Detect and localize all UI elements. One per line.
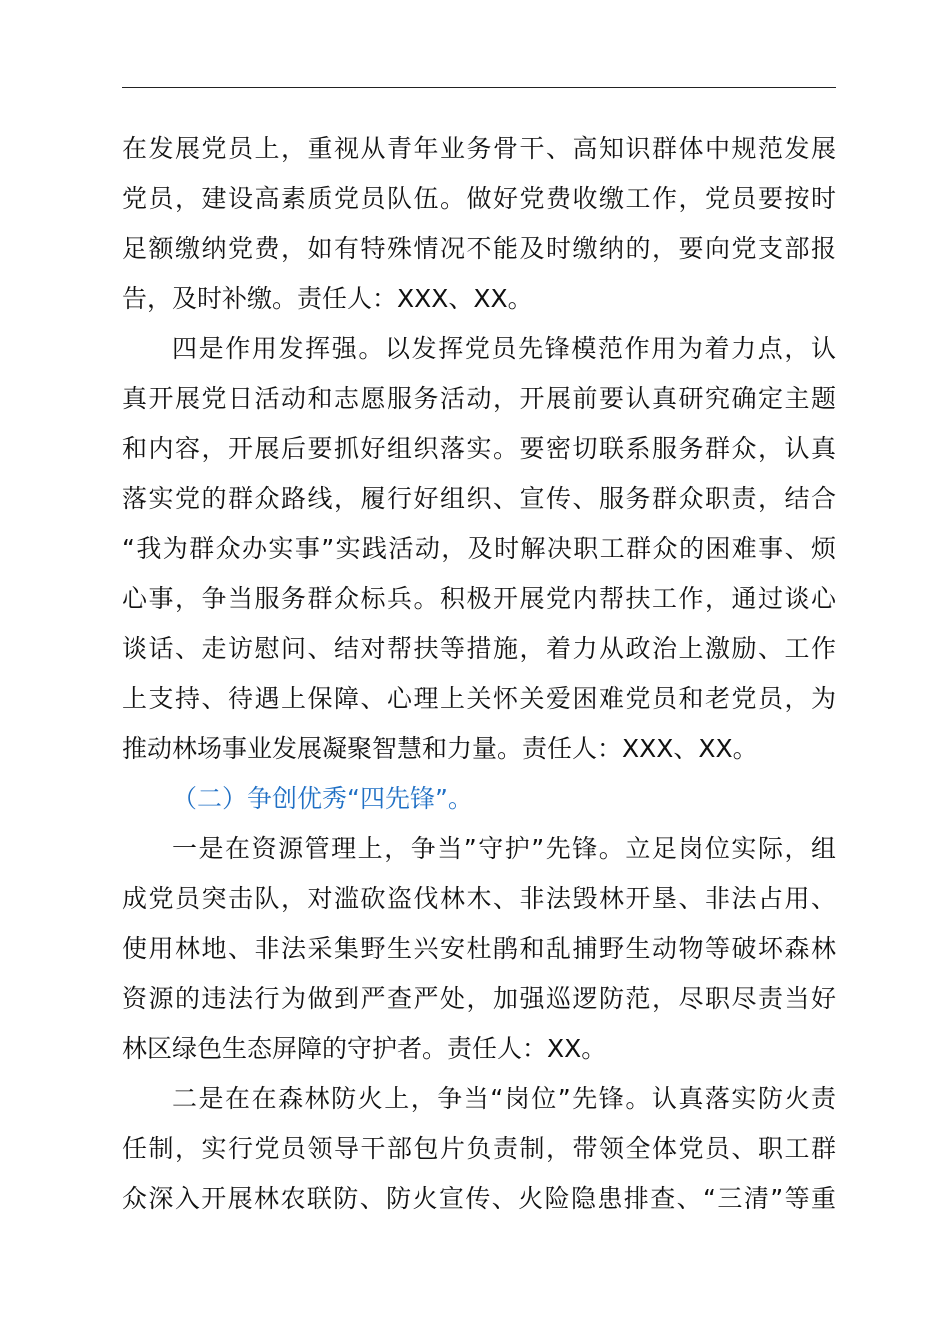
header-rule: [122, 87, 836, 88]
text-line: 党员，建设高素质党员队伍。做好党费收缴工作，党员要按时: [122, 184, 836, 213]
text-line: 落实党的群众路线，履行好组织、宣传、服务群众职责，结合: [122, 484, 836, 513]
text-line: “我为群众办实事”实践活动，及时解决职工群众的困难事、烦: [122, 534, 836, 563]
paragraph-start: 一是在资源管理上，争当”守护”先锋。立足岗位实际，组: [172, 834, 836, 863]
text-line: 谈话、走访慰问、结对帮扶等措施，着力从政治上激励、工作: [122, 634, 836, 663]
paragraph-start: 四是作用发挥强。以发挥党员先锋模范作用为着力点，认: [172, 334, 836, 363]
text-line: 真开展党日活动和志愿服务活动，开展前要认真研究确定主题: [122, 384, 836, 413]
body-text: [122, 124, 836, 1224]
section-heading: （二）争创优秀“四先锋”。: [172, 784, 473, 813]
text-line: 告，及时补缴。责任人：XXX、XX。: [122, 284, 533, 313]
text-line: 使用林地、非法采集野生兴安杜鹃和乱捕野生动物等破坏森林: [122, 934, 836, 963]
text-line: 上支持、待遇上保障、心理上关怀关爱困难党员和老党员，为: [122, 684, 836, 713]
text-line: 推动林场事业发展凝聚智慧和力量。责任人：XXX、XX。: [122, 734, 758, 763]
text-line: 资源的违法行为做到严查严处，加强巡逻防范，尽职尽责当好: [122, 984, 836, 1013]
text-line: 心事，争当服务群众标兵。积极开展党内帮扶工作，通过谈心: [122, 584, 836, 613]
text-line: 在发展党员上，重视从青年业务骨干、高知识群体中规范发展: [122, 134, 836, 163]
text-line: 众深入开展林农联防、防火宣传、火险隐患排查、“三清”等重: [122, 1184, 836, 1213]
text-line: 成党员突击队，对滥砍盗伐林木、非法毁林开垦、非法占用、: [122, 884, 836, 913]
paragraph-start: 二是在在森林防火上，争当“岗位”先锋。认真落实防火责: [172, 1084, 836, 1113]
text-line: 任制，实行党员领导干部包片负责制，带领全体党员、职工群: [122, 1134, 836, 1163]
text-line: 足额缴纳党费，如有特殊情况不能及时缴纳的，要向党支部报: [122, 234, 836, 263]
text-line: 林区绿色生态屏障的守护者。责任人：XX。: [122, 1034, 607, 1063]
text-line: 和内容，开展后要抓好组织落实。要密切联系服务群众，认真: [122, 434, 836, 463]
